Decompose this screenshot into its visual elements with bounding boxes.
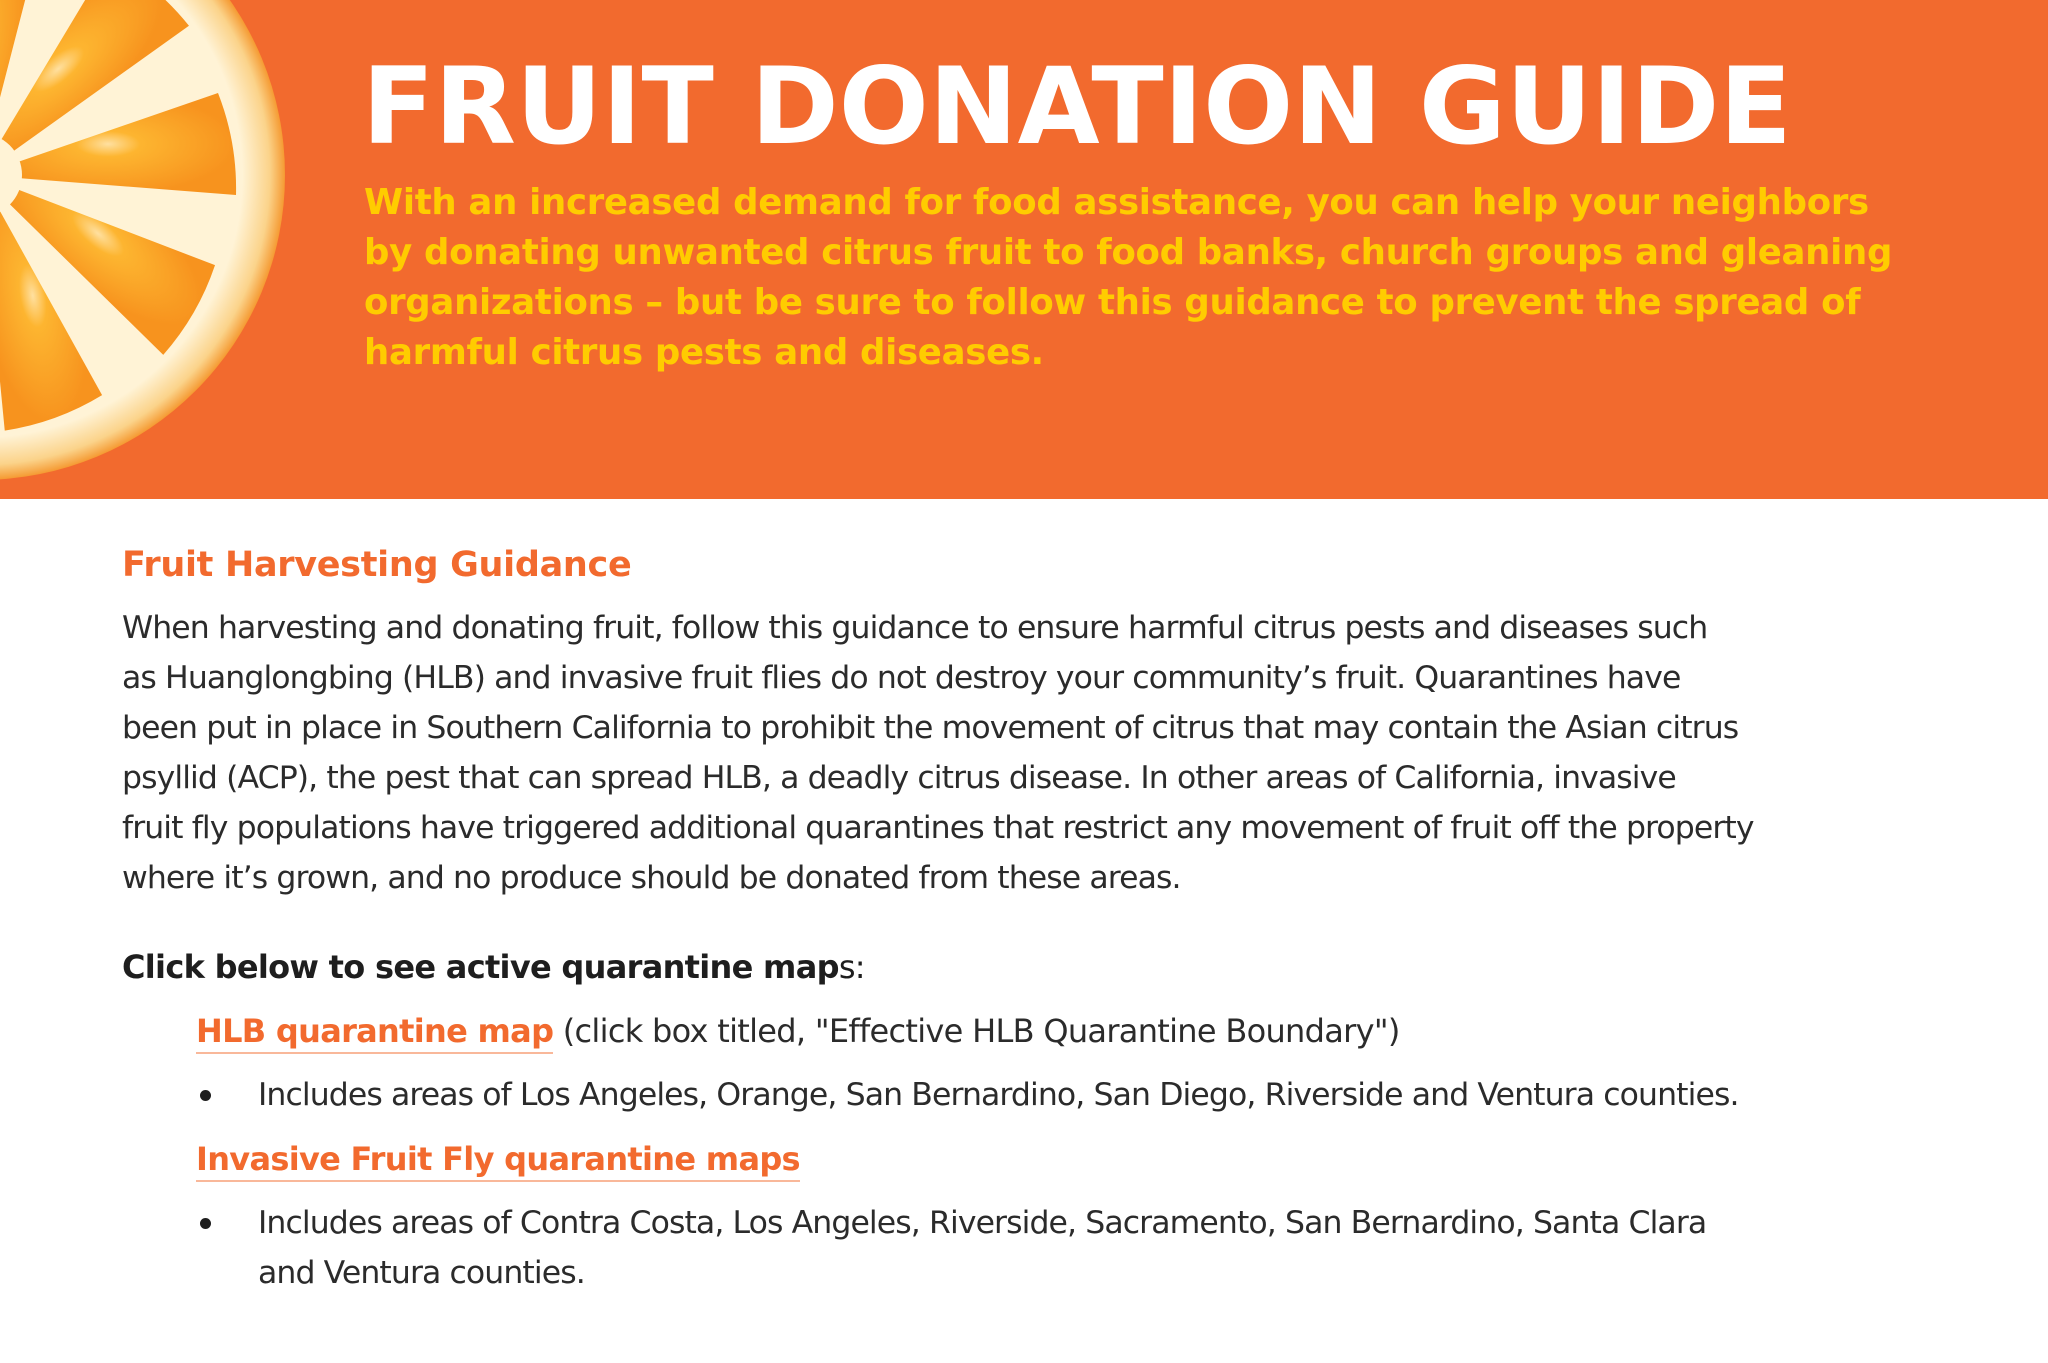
body-line: fruit fly populations have triggered additional quarantines that restrict any movement of fruit off the property <box>122 810 1754 846</box>
fruit-fly-quarantine-maps-link[interactable]: Invasive Fruit Fly quarantine maps <box>196 1140 800 1182</box>
subtitle-line: With an increased demand for food assistance, you can help your neighbors <box>364 182 1869 223</box>
bullet-text: Includes areas of Los Angeles, Orange, San Bernardino, San Diego, Riverside and Ventura counties. <box>258 1077 1739 1113</box>
body-line: When harvesting and donating fruit, follow this guidance to ensure harmful citrus pests and diseases such <box>122 610 1708 646</box>
maps-intro-tail: s: <box>838 948 865 986</box>
section-heading: Fruit Harvesting Guidance <box>122 545 632 585</box>
bullet-icon <box>200 1090 211 1101</box>
bullet-item <box>196 1198 1952 1298</box>
bullet-item <box>196 1070 1952 1120</box>
orange-slice-icon <box>0 0 290 485</box>
map-note: (click box titled, "Effective HLB Quarantine Boundary") <box>553 1012 1400 1050</box>
maps-intro <box>122 942 1952 992</box>
body-paragraph <box>122 603 1952 903</box>
page-title: FRUIT DONATION GUIDE <box>362 45 1792 168</box>
map-entry-hlb <box>196 1006 1952 1056</box>
body-line: as Huanglongbing (HLB) and invasive fruit flies do not destroy your community’s fruit. Quarantines have <box>122 660 1681 696</box>
body-line: psyllid (ACP), the pest that can spread HLB, a deadly citrus disease. In other areas of California, invasive <box>122 760 1676 796</box>
header-banner <box>0 0 2048 499</box>
subtitle-line: organizations – but be sure to follow this guidance to prevent the spread of <box>364 282 1861 323</box>
map-entry-fruit-fly <box>196 1134 1952 1184</box>
maps-intro-bold: Click below to see active quarantine map <box>122 948 839 986</box>
bullet-icon <box>200 1218 211 1229</box>
subtitle-line: harmful citrus pests and diseases. <box>364 332 1044 373</box>
hlb-quarantine-map-link[interactable]: HLB quarantine map <box>196 1012 553 1054</box>
main-content <box>122 540 1952 1298</box>
banner-subtitle <box>364 178 2004 378</box>
body-line: been put in place in Southern California to prohibit the movement of citrus that may contain the Asian citrus <box>122 710 1739 746</box>
bullet-text: and Ventura counties. <box>258 1255 585 1291</box>
body-line: where it’s grown, and no produce should be donated from these areas. <box>122 860 1181 896</box>
subtitle-line: by donating unwanted citrus fruit to food banks, church groups and gleaning <box>364 232 1893 273</box>
bullet-text: Includes areas of Contra Costa, Los Angeles, Riverside, Sacramento, San Bernardino, Santa Clara <box>258 1205 1707 1241</box>
map-list <box>196 1006 1952 1298</box>
